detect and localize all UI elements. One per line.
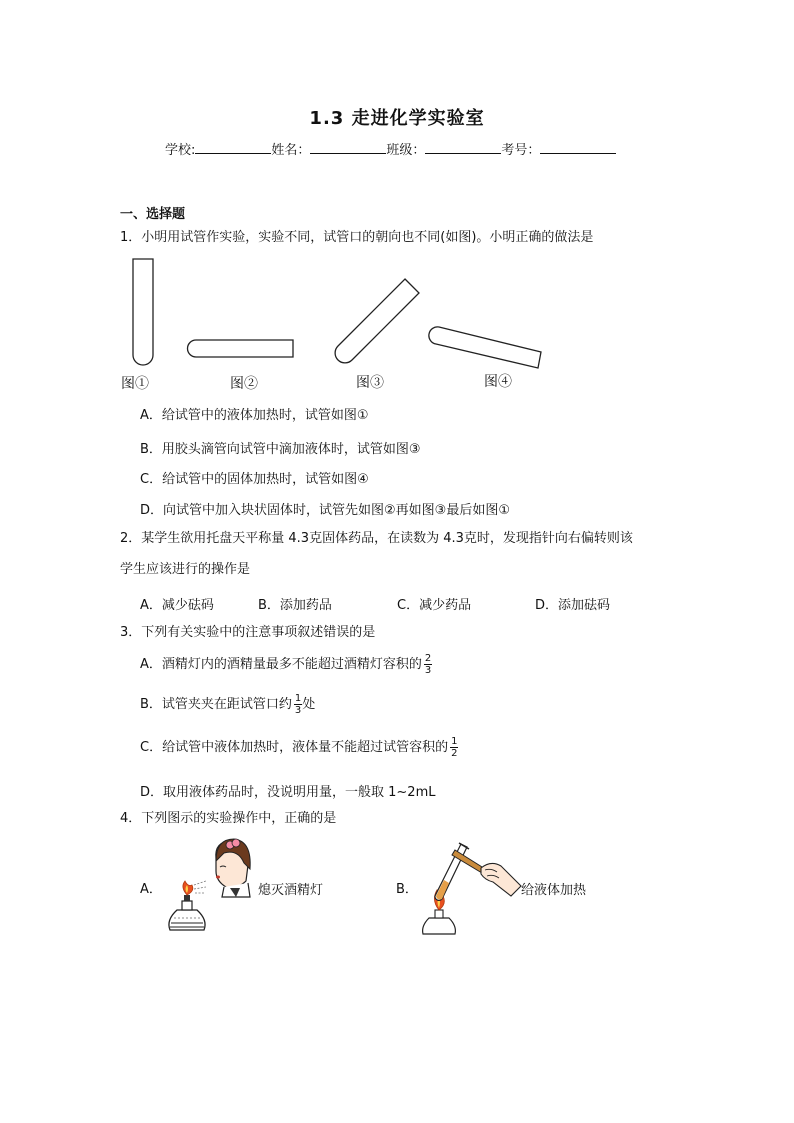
- alcohol-lamp-icon: [169, 881, 205, 930]
- student-info-line: [165, 139, 616, 158]
- q3-option-a: [140, 653, 432, 676]
- q3-option-c-text: C．给试管中液体加热时，液体量不能超过试管容积的: [140, 740, 449, 755]
- q2-option-c: C．减少药品: [397, 598, 472, 613]
- q4-option-b-letter: B．: [396, 882, 418, 897]
- q3-option-d: D．取用液体药品时，没说明用量，一般取 1~2mL: [140, 785, 436, 800]
- q3-option-c: [140, 736, 458, 759]
- question-2-stem-line1: 2．某学生欲用托盘天平称量 4.3克固体药品，在读数为 4.3克时，发现指针向右偏转则该: [120, 531, 633, 546]
- q2-option-a: A．减少砝码: [140, 598, 214, 613]
- school-blank: [195, 139, 271, 154]
- class-blank: [425, 139, 501, 154]
- section-heading: 一、选择题: [120, 207, 186, 222]
- question-2-stem-line2: 学生应该进行的操作是: [120, 562, 251, 577]
- question-4-stem: 4．下列图示的实验操作中，正确的是: [120, 811, 337, 826]
- exam-number-label: 考号：: [501, 143, 541, 158]
- figure-3-caption: 图③: [356, 375, 384, 391]
- q3-option-a-text: A．酒精灯内的酒精量最多不能超过酒精灯容积的: [140, 657, 422, 672]
- exam-number-blank: [540, 139, 616, 154]
- q1-option-d: D．向试管中加入块状固体时，试管先如图②再如图③最后如图①: [140, 503, 510, 518]
- figure-1-caption: 图①: [121, 376, 149, 392]
- name-blank: [310, 139, 386, 154]
- q3-option-b-text: B．试管夹夹在距试管口约: [140, 697, 292, 712]
- q4-option-a-letter: A．: [140, 882, 162, 897]
- test-tube-tilted-icon: [335, 279, 419, 363]
- fraction-one-half: $\frac{1}{2}$: [451, 736, 458, 759]
- school-label: 学校:: [165, 143, 196, 158]
- q1-option-b: B．用胶头滴管向试管中滴加液体时，试管如图③: [140, 442, 421, 457]
- page-title: 1.3 走进化学实验室: [309, 108, 485, 129]
- q3-option-b: B．试管夹夹在距试管口约 $\frac{1}{3}$ 处: [140, 693, 316, 716]
- test-tube-horizontal-icon: [188, 340, 293, 357]
- q1-option-c: C．给试管中的固体加热时，试管如图④: [140, 472, 369, 487]
- fraction-one-third: $\frac{1}{3}$: [294, 693, 302, 716]
- test-tube-vertical-icon: [133, 259, 153, 365]
- fraction-two-thirds: $\frac{2}{3}$: [424, 653, 432, 676]
- figure-4-caption: 图④: [484, 374, 512, 390]
- name-label: 姓名：: [271, 143, 311, 158]
- q2-option-b: B．添加药品: [258, 598, 332, 613]
- q2-option-d: D．添加砝码: [535, 598, 611, 613]
- q1-option-a: A．给试管中的液体加热时，试管如图①: [140, 408, 369, 423]
- question-3-stem: 3．下列有关实验中的注意事项叙述错误的是: [120, 625, 376, 640]
- question-1-stem: 1．小明用试管作实验，实验不同，试管口的朝向也不同(如图)。小明正确的做法是: [120, 230, 594, 245]
- test-tube-slanted-icon: [429, 327, 541, 368]
- q4-option-b-label: 给液体加热: [521, 883, 587, 898]
- girl-icon: [216, 839, 250, 897]
- figure-2-caption: 图②: [230, 376, 258, 392]
- class-label: 班级：: [386, 143, 426, 158]
- q4-option-a-label: 熄灭酒精灯: [258, 883, 324, 898]
- blowing-out-lamp-illustration: [160, 835, 260, 940]
- hand-icon: [481, 863, 521, 896]
- heating-liquid-illustration: [415, 838, 525, 938]
